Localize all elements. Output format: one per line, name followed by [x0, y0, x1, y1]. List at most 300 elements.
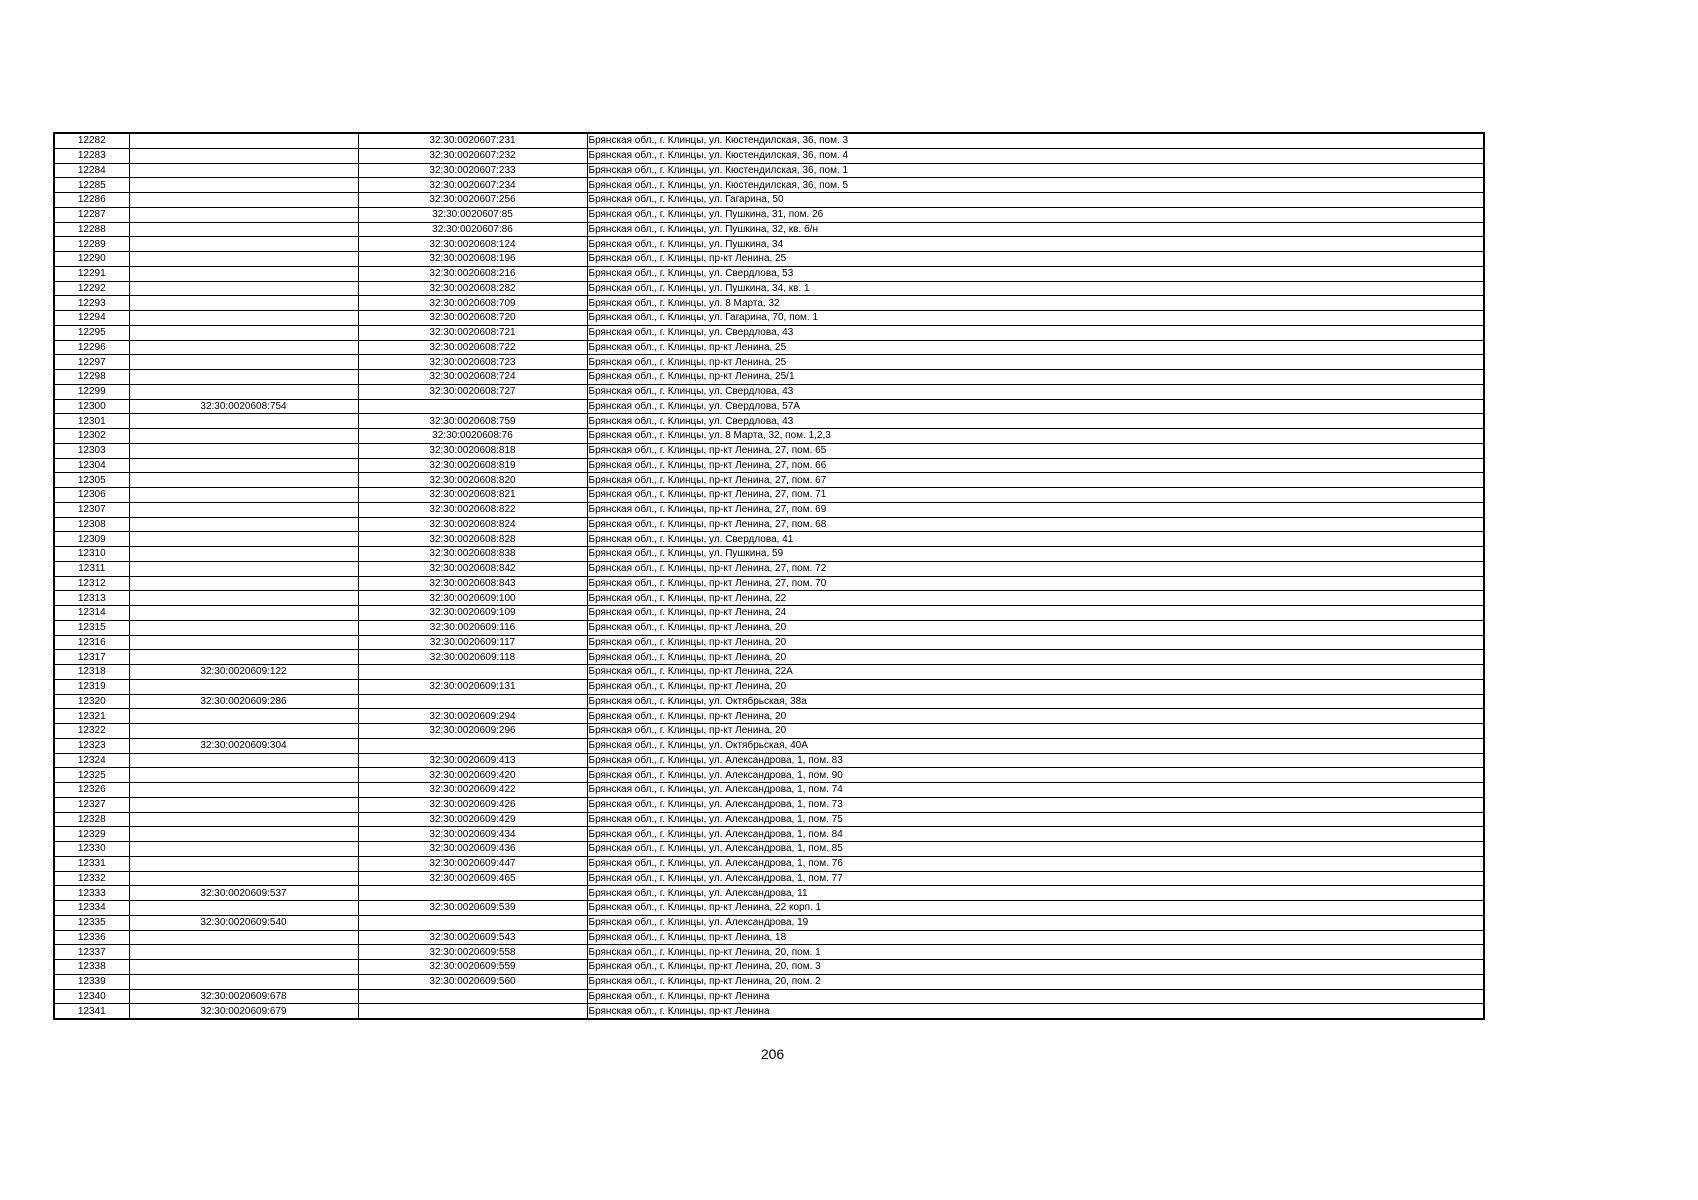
cadastral-number-b-cell: 32:30:0020608:838	[358, 547, 587, 562]
cadastral-number-b-cell: 32:30:0020609:109	[358, 606, 587, 621]
row-number-cell: 12330	[54, 842, 129, 857]
address-cell: Брянская обл., г. Клинцы, пр-кт Ленина, 20	[587, 724, 1484, 739]
table-row	[54, 665, 1484, 680]
address-cell: Брянская обл., г. Клинцы, пр-кт Ленина, 27, пом. 65	[587, 443, 1484, 458]
row-number-cell: 12295	[54, 325, 129, 340]
row-number-cell: 12302	[54, 429, 129, 444]
cadastral-number-a-cell	[129, 133, 358, 148]
address-cell: Брянская обл., г. Клинцы, пр-кт Ленина, 20, пом. 2	[587, 974, 1484, 989]
cadastral-number-a-cell	[129, 974, 358, 989]
row-number-cell: 12307	[54, 502, 129, 517]
cadastral-number-b-cell: 32:30:0020608:724	[358, 370, 587, 385]
cadastral-number-b-cell: 32:30:0020607:85	[358, 207, 587, 222]
cadastral-number-b-cell: 32:30:0020608:124	[358, 237, 587, 252]
cadastral-number-b-cell: 32:30:0020609:420	[358, 768, 587, 783]
cadastral-number-b-cell	[358, 665, 587, 680]
address-cell: Брянская обл., г. Клинцы, пр-кт Ленина, 27, пом. 66	[587, 458, 1484, 473]
row-number-cell: 12289	[54, 237, 129, 252]
row-number-cell: 12341	[54, 1004, 129, 1019]
cadastral-number-b-cell: 32:30:0020607:232	[358, 148, 587, 163]
table-row	[54, 429, 1484, 444]
cadastral-number-b-cell: 32:30:0020608:76	[358, 429, 587, 444]
table-row	[54, 222, 1484, 237]
table-row	[54, 340, 1484, 355]
cadastral-number-a-cell	[129, 414, 358, 429]
cadastral-number-a-cell: 32:30:0020609:537	[129, 886, 358, 901]
address-cell: Брянская обл., г. Клинцы, ул. Александрова, 1, пом. 85	[587, 842, 1484, 857]
address-cell: Брянская обл., г. Клинцы, ул. Свердлова, 41	[587, 532, 1484, 547]
table-row	[54, 384, 1484, 399]
row-number-cell: 12321	[54, 709, 129, 724]
table-row	[54, 797, 1484, 812]
address-cell: Брянская обл., г. Клинцы, пр-кт Ленина, 20	[587, 635, 1484, 650]
cadastral-number-b-cell	[358, 738, 587, 753]
table-row	[54, 768, 1484, 783]
cadastral-number-a-cell	[129, 679, 358, 694]
cadastral-number-b-cell: 32:30:0020608:727	[358, 384, 587, 399]
row-number-cell: 12311	[54, 561, 129, 576]
cadastral-number-a-cell	[129, 606, 358, 621]
row-number-cell: 12324	[54, 753, 129, 768]
address-cell: Брянская обл., г. Клинцы, пр-кт Ленина, 27, пом. 67	[587, 473, 1484, 488]
row-number-cell: 12332	[54, 871, 129, 886]
cadastral-number-b-cell: 32:30:0020608:196	[358, 252, 587, 267]
row-number-cell: 12333	[54, 886, 129, 901]
cadastral-number-b-cell: 32:30:0020608:722	[358, 340, 587, 355]
table-row	[54, 694, 1484, 709]
table-row	[54, 620, 1484, 635]
cadastral-number-a-cell: 32:30:0020609:678	[129, 989, 358, 1004]
cadastral-number-b-cell: 32:30:0020607:233	[358, 163, 587, 178]
cadastral-number-a-cell: 32:30:0020609:540	[129, 915, 358, 930]
row-number-cell: 12297	[54, 355, 129, 370]
table-row	[54, 709, 1484, 724]
cadastral-number-a-cell: 32:30:0020608:754	[129, 399, 358, 414]
cadastral-number-a-cell	[129, 458, 358, 473]
row-number-cell: 12328	[54, 812, 129, 827]
cadastral-number-a-cell	[129, 266, 358, 281]
table-row	[54, 355, 1484, 370]
address-cell: Брянская обл., г. Клинцы, ул. Кюстендилская, 36, пом. 4	[587, 148, 1484, 163]
table-row	[54, 178, 1484, 193]
table-row	[54, 296, 1484, 311]
address-cell: Брянская обл., г. Клинцы, ул. Свердлова, 57А	[587, 399, 1484, 414]
cadastral-number-b-cell: 32:30:0020609:100	[358, 591, 587, 606]
row-number-cell: 12319	[54, 679, 129, 694]
cadastral-number-b-cell: 32:30:0020608:723	[358, 355, 587, 370]
cadastral-number-b-cell: 32:30:0020609:559	[358, 960, 587, 975]
table-row	[54, 812, 1484, 827]
cadastral-number-a-cell	[129, 709, 358, 724]
cadastral-number-b-cell	[358, 1004, 587, 1019]
address-cell: Брянская обл., г. Клинцы, ул. Октябрьская, 40А	[587, 738, 1484, 753]
cadastral-number-a-cell	[129, 960, 358, 975]
table-row	[54, 901, 1484, 916]
row-number-cell: 12301	[54, 414, 129, 429]
table-row	[54, 266, 1484, 281]
address-cell: Брянская обл., г. Клинцы, ул. Александрова, 1, пом. 77	[587, 871, 1484, 886]
table-row	[54, 532, 1484, 547]
row-number-cell: 12282	[54, 133, 129, 148]
cadastral-number-b-cell: 32:30:0020608:818	[358, 443, 587, 458]
address-cell: Брянская обл., г. Клинцы, пр-кт Ленина	[587, 1004, 1484, 1019]
row-number-cell: 12298	[54, 370, 129, 385]
address-cell: Брянская обл., г. Клинцы, ул. Октябрьская, 38а	[587, 694, 1484, 709]
address-cell: Брянская обл., г. Клинцы, пр-кт Ленина, 22	[587, 591, 1484, 606]
table-row	[54, 163, 1484, 178]
table-row	[54, 783, 1484, 798]
cadastral-number-a-cell	[129, 856, 358, 871]
row-number-cell: 12323	[54, 738, 129, 753]
cadastral-number-a-cell	[129, 783, 358, 798]
row-number-cell: 12329	[54, 827, 129, 842]
cadastral-number-a-cell	[129, 635, 358, 650]
cadastral-number-a-cell	[129, 429, 358, 444]
table-row	[54, 635, 1484, 650]
address-cell: Брянская обл., г. Клинцы, пр-кт Ленина, 25	[587, 355, 1484, 370]
address-cell: Брянская обл., г. Клинцы, пр-кт Ленина, 20	[587, 620, 1484, 635]
table-row	[54, 856, 1484, 871]
address-cell: Брянская обл., г. Клинцы, пр-кт Ленина, 25	[587, 252, 1484, 267]
address-cell: Брянская обл., г. Клинцы, ул. Кюстендилская, 36, пом. 5	[587, 178, 1484, 193]
address-cell: Брянская обл., г. Клинцы, ул. Александрова, 1, пом. 75	[587, 812, 1484, 827]
cadastral-number-a-cell	[129, 753, 358, 768]
address-cell: Брянская обл., г. Клинцы, пр-кт Ленина, 20	[587, 650, 1484, 665]
table-row	[54, 252, 1484, 267]
table-row	[54, 945, 1484, 960]
table-row	[54, 311, 1484, 326]
table-row	[54, 414, 1484, 429]
row-number-cell: 12325	[54, 768, 129, 783]
table-row	[54, 237, 1484, 252]
row-number-cell: 12303	[54, 443, 129, 458]
cadastral-number-a-cell	[129, 532, 358, 547]
cadastral-number-b-cell: 32:30:0020609:558	[358, 945, 587, 960]
address-cell: Брянская обл., г. Клинцы, пр-кт Ленина, 27, пом. 72	[587, 561, 1484, 576]
table-row	[54, 207, 1484, 222]
table-row	[54, 458, 1484, 473]
table-row	[54, 561, 1484, 576]
table-row	[54, 488, 1484, 503]
cadastral-number-a-cell	[129, 827, 358, 842]
cadastral-number-b-cell: 32:30:0020609:422	[358, 783, 587, 798]
address-cell: Брянская обл., г. Клинцы, пр-кт Ленина, 22 корп. 1	[587, 901, 1484, 916]
cadastral-number-b-cell: 32:30:0020607:234	[358, 178, 587, 193]
cadastral-number-b-cell: 32:30:0020608:759	[358, 414, 587, 429]
row-number-cell: 12340	[54, 989, 129, 1004]
cadastral-number-b-cell: 32:30:0020609:465	[358, 871, 587, 886]
table-row	[54, 281, 1484, 296]
cadastral-number-b-cell: 32:30:0020609:426	[358, 797, 587, 812]
table-row	[54, 473, 1484, 488]
row-number-cell: 12284	[54, 163, 129, 178]
cadastral-number-a-cell	[129, 443, 358, 458]
cadastral-number-b-cell: 32:30:0020608:821	[358, 488, 587, 503]
address-cell: Брянская обл., г. Клинцы, пр-кт Ленина, 27, пом. 69	[587, 502, 1484, 517]
table-row	[54, 399, 1484, 414]
row-number-cell: 12337	[54, 945, 129, 960]
cadastral-number-a-cell	[129, 591, 358, 606]
row-number-cell: 12287	[54, 207, 129, 222]
cadastral-number-a-cell	[129, 517, 358, 532]
cadastral-number-a-cell	[129, 797, 358, 812]
row-number-cell: 12309	[54, 532, 129, 547]
cadastral-number-a-cell	[129, 163, 358, 178]
table-row	[54, 370, 1484, 385]
property-table-body	[54, 133, 1484, 1019]
cadastral-number-b-cell: 32:30:0020608:842	[358, 561, 587, 576]
cadastral-number-a-cell	[129, 237, 358, 252]
table-row	[54, 148, 1484, 163]
table-row	[54, 827, 1484, 842]
cadastral-number-a-cell	[129, 576, 358, 591]
cadastral-number-b-cell: 32:30:0020608:824	[358, 517, 587, 532]
row-number-cell: 12316	[54, 635, 129, 650]
table-row	[54, 606, 1484, 621]
cadastral-number-b-cell	[358, 886, 587, 901]
cadastral-number-b-cell: 32:30:0020607:231	[358, 133, 587, 148]
address-cell: Брянская обл., г. Клинцы, пр-кт Ленина, 27, пом. 68	[587, 517, 1484, 532]
row-number-cell: 12322	[54, 724, 129, 739]
address-cell: Брянская обл., г. Клинцы, ул. 8 Марта, 32, пом. 1,2,3	[587, 429, 1484, 444]
cadastral-number-a-cell	[129, 650, 358, 665]
row-number-cell: 12305	[54, 473, 129, 488]
address-cell: Брянская обл., г. Клинцы, ул. Пушкина, 34, кв. 1	[587, 281, 1484, 296]
table-row	[54, 960, 1484, 975]
address-cell: Брянская обл., г. Клинцы, пр-кт Ленина	[587, 989, 1484, 1004]
cadastral-number-b-cell: 32:30:0020607:256	[358, 193, 587, 208]
cadastral-number-b-cell: 32:30:0020608:828	[358, 532, 587, 547]
cadastral-number-a-cell	[129, 148, 358, 163]
row-number-cell: 12315	[54, 620, 129, 635]
cadastral-number-a-cell	[129, 207, 358, 222]
cadastral-number-b-cell: 32:30:0020608:819	[358, 458, 587, 473]
table-row	[54, 650, 1484, 665]
cadastral-number-b-cell: 32:30:0020609:131	[358, 679, 587, 694]
cadastral-number-b-cell: 32:30:0020609:118	[358, 650, 587, 665]
table-row	[54, 842, 1484, 857]
cadastral-number-a-cell	[129, 488, 358, 503]
page-number: 206	[760, 1046, 785, 1062]
row-number-cell: 12313	[54, 591, 129, 606]
row-number-cell: 12283	[54, 148, 129, 163]
row-number-cell: 12290	[54, 252, 129, 267]
row-number-cell: 12304	[54, 458, 129, 473]
cadastral-number-b-cell: 32:30:0020609:429	[358, 812, 587, 827]
address-cell: Брянская обл., г. Клинцы, пр-кт Ленина, 27, пом. 71	[587, 488, 1484, 503]
row-number-cell: 12306	[54, 488, 129, 503]
row-number-cell: 12327	[54, 797, 129, 812]
table-row	[54, 1004, 1484, 1019]
cadastral-number-a-cell	[129, 502, 358, 517]
row-number-cell: 12293	[54, 296, 129, 311]
row-number-cell: 12338	[54, 960, 129, 975]
table-row	[54, 871, 1484, 886]
cadastral-number-b-cell	[358, 989, 587, 1004]
cadastral-number-a-cell	[129, 901, 358, 916]
table-row	[54, 547, 1484, 562]
address-cell: Брянская обл., г. Клинцы, ул. Александрова, 1, пом. 90	[587, 768, 1484, 783]
address-cell: Брянская обл., г. Клинцы, ул. Гагарина, 50	[587, 193, 1484, 208]
table-row	[54, 133, 1484, 148]
cadastral-number-a-cell	[129, 340, 358, 355]
address-cell: Брянская обл., г. Клинцы, пр-кт Ленина, 25/1	[587, 370, 1484, 385]
cadastral-number-a-cell	[129, 222, 358, 237]
address-cell: Брянская обл., г. Клинцы, ул. Кюстендилская, 36, пом. 1	[587, 163, 1484, 178]
cadastral-number-a-cell	[129, 871, 358, 886]
cadastral-number-b-cell: 32:30:0020609:294	[358, 709, 587, 724]
address-cell: Брянская обл., г. Клинцы, ул. Свердлова, 43	[587, 384, 1484, 399]
row-number-cell: 12331	[54, 856, 129, 871]
property-table	[53, 132, 1485, 1020]
cadastral-number-b-cell: 32:30:0020609:116	[358, 620, 587, 635]
address-cell: Брянская обл., г. Клинцы, ул. Пушкина, 31, пом. 26	[587, 207, 1484, 222]
cadastral-number-b-cell: 32:30:0020608:820	[358, 473, 587, 488]
cadastral-number-b-cell: 32:30:0020609:117	[358, 635, 587, 650]
cadastral-number-a-cell: 32:30:0020609:304	[129, 738, 358, 753]
table-row	[54, 591, 1484, 606]
table-row	[54, 974, 1484, 989]
address-cell: Брянская обл., г. Клинцы, ул. Александрова, 19	[587, 915, 1484, 930]
table-row	[54, 753, 1484, 768]
cadastral-number-b-cell: 32:30:0020609:296	[358, 724, 587, 739]
address-cell: Брянская обл., г. Клинцы, ул. Гагарина, 70, пом. 1	[587, 311, 1484, 326]
address-cell: Брянская обл., г. Клинцы, ул. Пушкина, 32, кв. б/н	[587, 222, 1484, 237]
cadastral-number-b-cell	[358, 915, 587, 930]
row-number-cell: 12336	[54, 930, 129, 945]
row-number-cell: 12334	[54, 901, 129, 916]
cadastral-number-a-cell	[129, 620, 358, 635]
table-row	[54, 679, 1484, 694]
cadastral-number-a-cell	[129, 193, 358, 208]
table-row	[54, 886, 1484, 901]
address-cell: Брянская обл., г. Клинцы, пр-кт Ленина, 22А	[587, 665, 1484, 680]
cadastral-number-a-cell: 32:30:0020609:122	[129, 665, 358, 680]
cadastral-number-a-cell	[129, 812, 358, 827]
cadastral-number-a-cell	[129, 370, 358, 385]
address-cell: Брянская обл., г. Клинцы, ул. Свердлова, 53	[587, 266, 1484, 281]
address-cell: Брянская обл., г. Клинцы, ул. Александрова, 1, пом. 84	[587, 827, 1484, 842]
row-number-cell: 12299	[54, 384, 129, 399]
cadastral-number-b-cell: 32:30:0020608:216	[358, 266, 587, 281]
address-cell: Брянская обл., г. Клинцы, пр-кт Ленина, 20	[587, 709, 1484, 724]
table-row	[54, 517, 1484, 532]
cadastral-number-a-cell	[129, 252, 358, 267]
address-cell: Брянская обл., г. Клинцы, ул. Пушкина, 59	[587, 547, 1484, 562]
table-row	[54, 915, 1484, 930]
row-number-cell: 12312	[54, 576, 129, 591]
cadastral-number-a-cell	[129, 281, 358, 296]
row-number-cell: 12292	[54, 281, 129, 296]
row-number-cell: 12318	[54, 665, 129, 680]
row-number-cell: 12339	[54, 974, 129, 989]
row-number-cell: 12308	[54, 517, 129, 532]
cadastral-number-a-cell	[129, 296, 358, 311]
cadastral-number-a-cell	[129, 178, 358, 193]
table-row	[54, 502, 1484, 517]
table-row	[54, 989, 1484, 1004]
cadastral-number-a-cell: 32:30:0020609:679	[129, 1004, 358, 1019]
cadastral-number-a-cell: 32:30:0020609:286	[129, 694, 358, 709]
cadastral-number-b-cell: 32:30:0020608:843	[358, 576, 587, 591]
row-number-cell: 12291	[54, 266, 129, 281]
cadastral-number-b-cell: 32:30:0020609:560	[358, 974, 587, 989]
cadastral-number-b-cell	[358, 399, 587, 414]
cadastral-number-a-cell	[129, 768, 358, 783]
cadastral-number-b-cell: 32:30:0020608:282	[358, 281, 587, 296]
table-row	[54, 325, 1484, 340]
cadastral-number-b-cell: 32:30:0020609:436	[358, 842, 587, 857]
cadastral-number-a-cell	[129, 945, 358, 960]
address-cell: Брянская обл., г. Клинцы, ул. Александрова, 1, пом. 83	[587, 753, 1484, 768]
table-row	[54, 193, 1484, 208]
address-cell: Брянская обл., г. Клинцы, пр-кт Ленина, 24	[587, 606, 1484, 621]
cadastral-number-a-cell	[129, 842, 358, 857]
cadastral-number-b-cell: 32:30:0020608:720	[358, 311, 587, 326]
cadastral-number-b-cell: 32:30:0020609:543	[358, 930, 587, 945]
cadastral-number-b-cell: 32:30:0020609:447	[358, 856, 587, 871]
cadastral-number-b-cell: 32:30:0020608:709	[358, 296, 587, 311]
cadastral-number-b-cell: 32:30:0020608:721	[358, 325, 587, 340]
cadastral-number-a-cell	[129, 547, 358, 562]
cadastral-number-a-cell	[129, 325, 358, 340]
cadastral-number-b-cell: 32:30:0020609:539	[358, 901, 587, 916]
address-cell: Брянская обл., г. Клинцы, ул. Свердлова, 43	[587, 325, 1484, 340]
cadastral-number-a-cell	[129, 311, 358, 326]
table-row	[54, 738, 1484, 753]
cadastral-number-b-cell: 32:30:0020609:434	[358, 827, 587, 842]
address-cell: Брянская обл., г. Клинцы, ул. Александрова, 1, пом. 76	[587, 856, 1484, 871]
address-cell: Брянская обл., г. Клинцы, пр-кт Ленина, 20	[587, 679, 1484, 694]
cadastral-number-a-cell	[129, 930, 358, 945]
row-number-cell: 12320	[54, 694, 129, 709]
row-number-cell: 12326	[54, 783, 129, 798]
address-cell: Брянская обл., г. Клинцы, ул. 8 Марта, 32	[587, 296, 1484, 311]
row-number-cell: 12335	[54, 915, 129, 930]
address-cell: Брянская обл., г. Клинцы, пр-кт Ленина, 20, пом. 3	[587, 960, 1484, 975]
cadastral-number-a-cell	[129, 561, 358, 576]
address-cell: Брянская обл., г. Клинцы, пр-кт Ленина, 20, пом. 1	[587, 945, 1484, 960]
address-cell: Брянская обл., г. Клинцы, пр-кт Ленина, 27, пом. 70	[587, 576, 1484, 591]
address-cell: Брянская обл., г. Клинцы, ул. Александрова, 1, пом. 73	[587, 797, 1484, 812]
cadastral-number-b-cell: 32:30:0020607:86	[358, 222, 587, 237]
address-cell: Брянская обл., г. Клинцы, пр-кт Ленина, 18	[587, 930, 1484, 945]
address-cell: Брянская обл., г. Клинцы, ул. Кюстендилская, 36, пом. 3	[587, 133, 1484, 148]
address-cell: Брянская обл., г. Клинцы, ул. Александрова, 1, пом. 74	[587, 783, 1484, 798]
cadastral-number-a-cell	[129, 724, 358, 739]
cadastral-number-b-cell	[358, 694, 587, 709]
address-cell: Брянская обл., г. Клинцы, ул. Александрова, 11	[587, 886, 1484, 901]
address-cell: Брянская обл., г. Клинцы, ул. Пушкина, 34	[587, 237, 1484, 252]
row-number-cell: 12288	[54, 222, 129, 237]
row-number-cell: 12300	[54, 399, 129, 414]
address-cell: Брянская обл., г. Клинцы, ул. Свердлова, 43	[587, 414, 1484, 429]
cadastral-number-a-cell	[129, 355, 358, 370]
table-row	[54, 930, 1484, 945]
row-number-cell: 12285	[54, 178, 129, 193]
cadastral-number-a-cell	[129, 384, 358, 399]
address-cell: Брянская обл., г. Клинцы, пр-кт Ленина, 25	[587, 340, 1484, 355]
row-number-cell: 12294	[54, 311, 129, 326]
table-row	[54, 443, 1484, 458]
table-row	[54, 576, 1484, 591]
row-number-cell: 12286	[54, 193, 129, 208]
cadastral-number-b-cell: 32:30:0020609:413	[358, 753, 587, 768]
cadastral-number-b-cell: 32:30:0020608:822	[358, 502, 587, 517]
row-number-cell: 12296	[54, 340, 129, 355]
cadastral-number-a-cell	[129, 473, 358, 488]
row-number-cell: 12317	[54, 650, 129, 665]
